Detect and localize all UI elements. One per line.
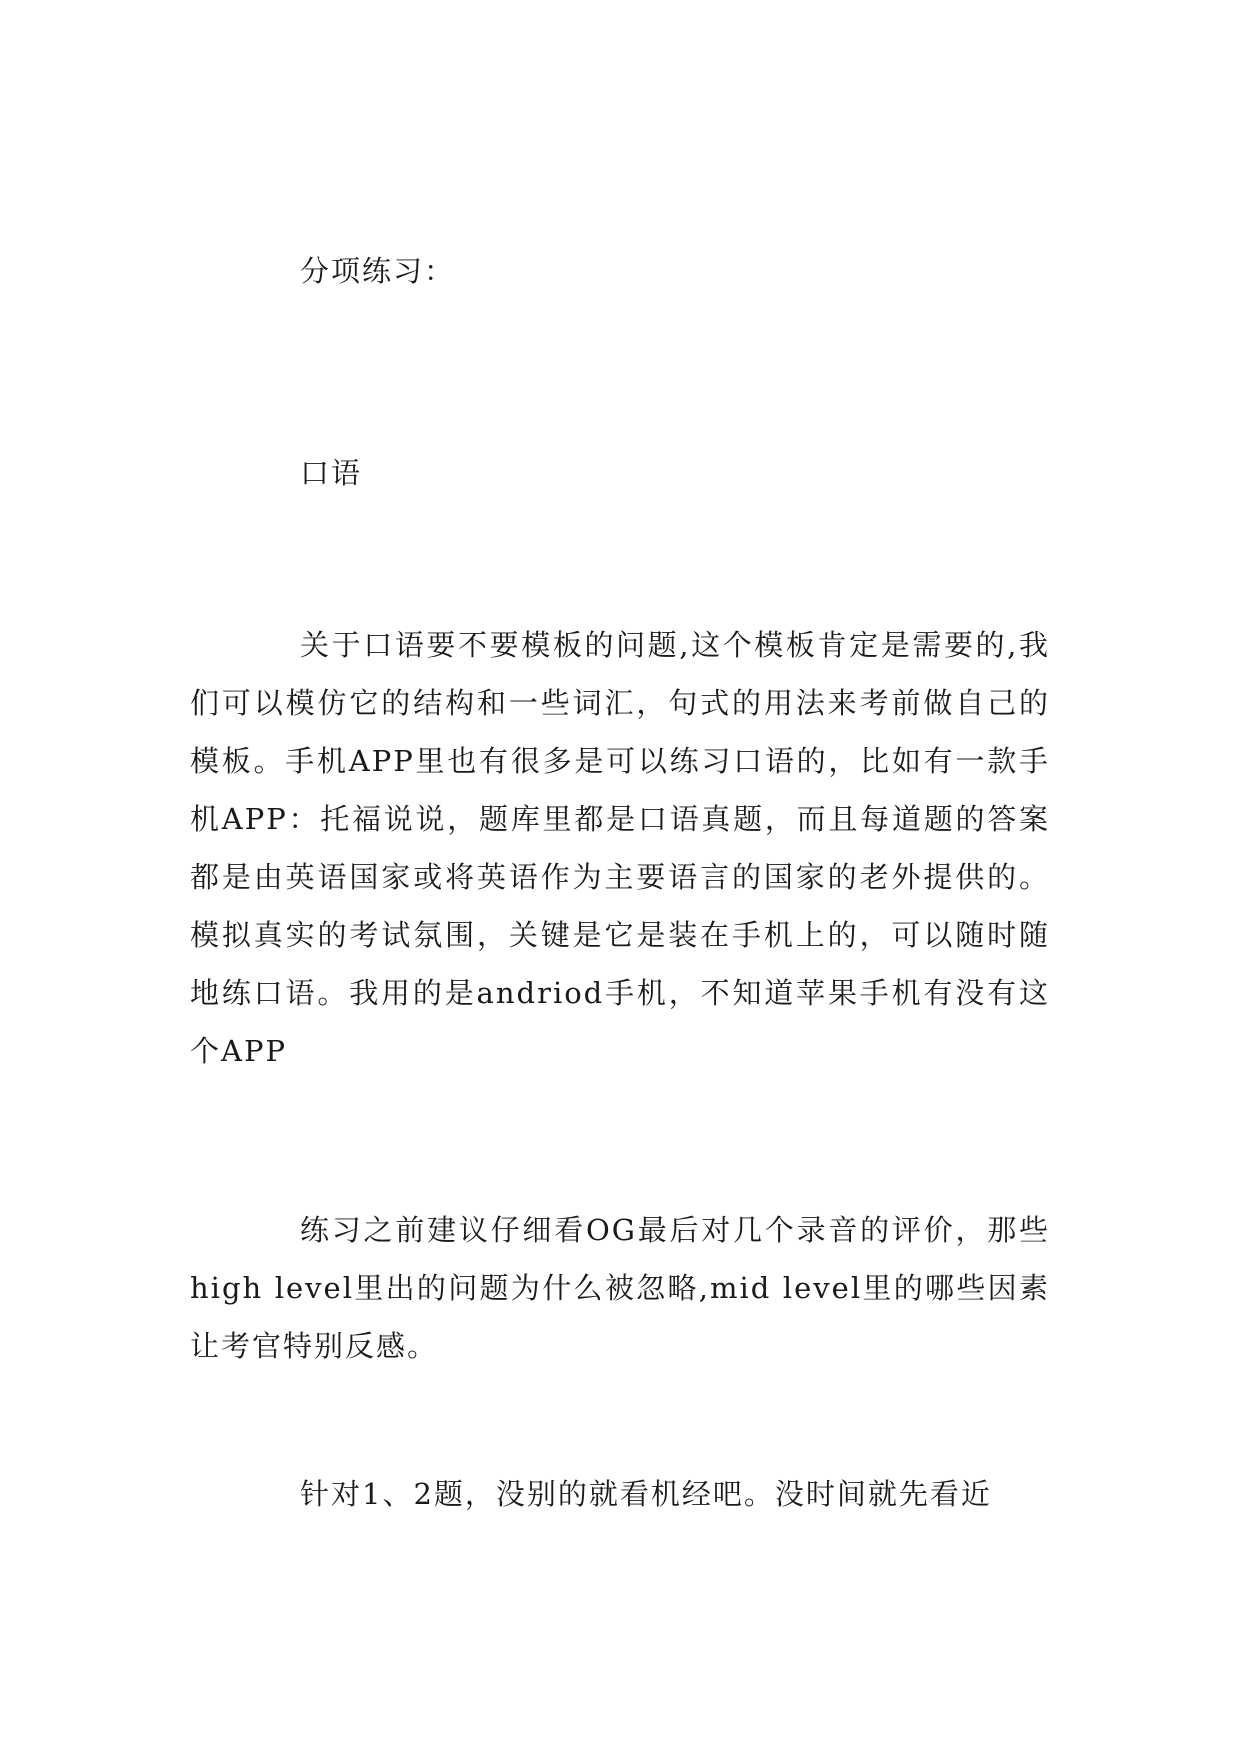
section-heading: 分项练习： [300, 254, 456, 288]
paragraph: 练习之前建议仔细看OG最后对几个录音的评价，那些high level里出的问题为什么被忽略,mid level里的哪些因素让考官特别反感。 [190, 1213, 1050, 1363]
paragraph: 针对1、2题，没别的就看机经吧。没时间就先看近 [300, 1477, 992, 1511]
subsection-heading: 口语 [300, 456, 363, 490]
paragraph: 关于口语要不要模板的问题,这个模板肯定是需要的,我们可以模仿它的结构和一些词汇，句式的用法来考前做自己的模板。手机APP里也有很多是可以练习口语的，比如有一款手机APP：托福说说，题库里都是口语真题，而且每道题的答案都是由英语国家或将英语作为主要语言的国家的老外提供的。模拟真实的考试氛围，关键是它是装在手机上的，可以随时随地练口语。我用的是andriod手机，不知道苹果手机有没有这个APP [190, 628, 1050, 1068]
